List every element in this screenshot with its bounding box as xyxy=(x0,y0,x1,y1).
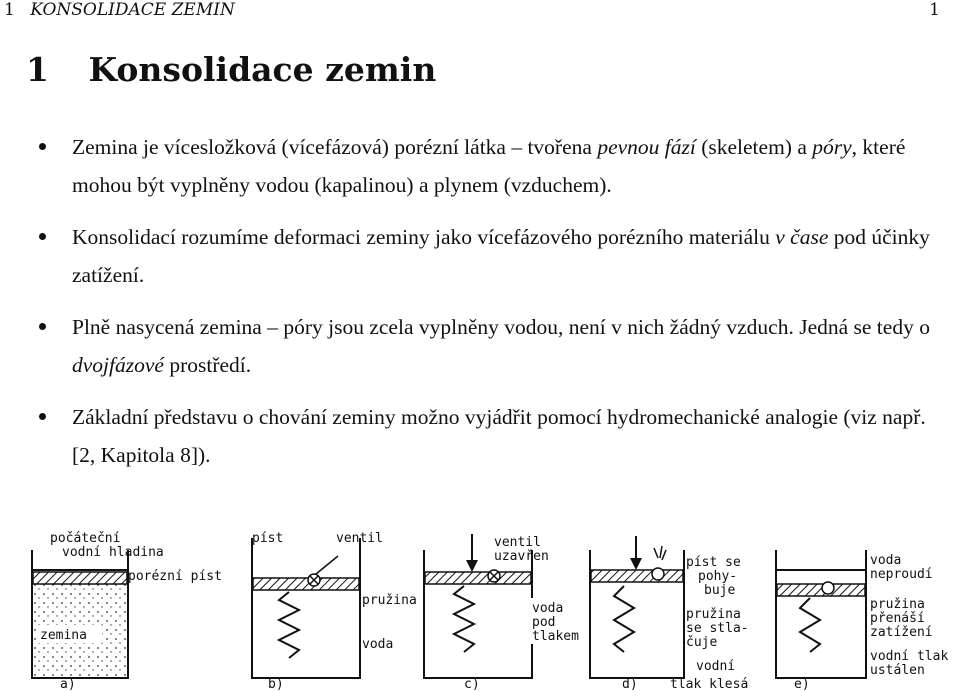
bullet-text: Základní představu o chování zeminy možno vyjádřit pomocí hydromechanické analogie (viz např. [2, Kapitola 8]). xyxy=(72,405,926,467)
valve-open-icon xyxy=(822,582,834,594)
label-water: voda xyxy=(870,553,902,568)
vessel-d xyxy=(590,550,684,678)
label-no-flow: neproudí xyxy=(870,567,933,582)
spring xyxy=(614,586,634,652)
label-pore-water: vodní xyxy=(696,659,736,674)
hydromechanical-analogy-figure xyxy=(24,528,960,691)
panel-letter-d: d) xyxy=(622,677,638,691)
page-number: 1 xyxy=(929,0,940,20)
section-title-text: Konsolidace zemin xyxy=(88,50,437,89)
label-moves-2: buje xyxy=(704,583,736,598)
bullet-text: (skeletem) a xyxy=(695,135,813,159)
panel-letter-b: b) xyxy=(268,677,284,691)
label-closed: uzavřen xyxy=(494,549,549,564)
label-spring: pružina xyxy=(362,593,417,608)
bullet-emphasis: v čase xyxy=(775,225,829,249)
label-porous-piston: porézní píst xyxy=(128,569,222,584)
bullet-text: , které mohou být vyplněny vodou (kapalinou) a plynem (vzduchem). xyxy=(72,135,906,197)
bullet-emphasis: pevnou fází xyxy=(597,135,696,159)
label-piston: píst xyxy=(252,531,284,546)
bullet-item xyxy=(72,398,932,474)
bullet-text: Plně nasycená zemina – póry jsou zcela vyplněny vodou, není v nich žádný vzduch. Jedná se tedy o xyxy=(72,315,930,339)
bullet-list xyxy=(72,128,932,488)
panel-c xyxy=(424,534,588,691)
bullet-text: pod účinky zatížení. xyxy=(72,225,930,287)
label-water: voda xyxy=(362,637,394,652)
label-spring: pružina xyxy=(870,597,925,612)
panel-letter-e: e) xyxy=(794,677,810,691)
bullet-text: prostředí. xyxy=(163,353,252,377)
section-title xyxy=(26,50,436,89)
bullet-item xyxy=(72,308,932,384)
panel-a xyxy=(32,531,222,691)
label-pore-pressure: vodní tlak xyxy=(870,649,949,664)
label-compress-1: se stla- xyxy=(686,621,749,636)
label-compress-2: čuje xyxy=(686,635,718,650)
label-water-level: vodní hladina xyxy=(62,545,164,560)
header-title: KONSOLIDACE ZEMIN xyxy=(30,0,235,20)
vessel-b xyxy=(252,538,360,678)
label-initial: počáteční xyxy=(50,531,121,546)
label-soil: zemina xyxy=(40,628,87,643)
panel-b xyxy=(252,531,417,691)
bullet-item xyxy=(72,128,932,204)
bullet-emphasis: póry xyxy=(812,135,852,159)
label-water: voda xyxy=(532,601,564,616)
flow-marks xyxy=(654,546,666,560)
piston xyxy=(253,578,359,590)
panel-e xyxy=(776,550,948,691)
piston xyxy=(425,572,531,584)
label-steady: ustálen xyxy=(870,663,925,678)
bullet-item xyxy=(72,218,932,294)
piston xyxy=(591,570,683,582)
running-header xyxy=(4,0,235,20)
bullet-emphasis: dvojfázové xyxy=(72,353,164,377)
label-piston-moves: píst se xyxy=(686,555,741,570)
label-pressure: tlakem xyxy=(532,629,579,644)
piston xyxy=(777,584,865,596)
spring xyxy=(800,598,820,652)
label-under: pod xyxy=(532,615,556,630)
bullet-text: Konsolidací rozumíme deformaci zeminy jako vícefázového porézního materiálu xyxy=(72,225,776,249)
label-pressure-drops: tlak klesá xyxy=(670,677,749,691)
spring xyxy=(279,592,299,658)
valve-pointer xyxy=(316,556,338,574)
panel-d xyxy=(590,536,749,691)
label-valve: ventil xyxy=(336,531,383,546)
arrow-head xyxy=(630,558,642,570)
header-number: 1 xyxy=(4,0,15,20)
valve-open-icon xyxy=(652,568,664,580)
porous-piston xyxy=(33,572,127,584)
arrow-head xyxy=(466,560,478,572)
label-valve: ventil xyxy=(494,535,541,550)
label-carries-2: zatížení xyxy=(870,625,933,640)
panel-letter-a: a) xyxy=(60,677,76,691)
section-number: 1 xyxy=(26,50,49,89)
bullet-text: Zemina je vícesložková (vícefázová) porézní látka – tvořena xyxy=(72,135,598,159)
label-spring: pružina xyxy=(686,607,741,622)
vessel-c xyxy=(424,550,532,678)
label-moves-1: pohy- xyxy=(698,569,738,584)
label-carries-1: přenáší xyxy=(870,611,925,626)
panel-letter-c: c) xyxy=(464,677,480,691)
spring xyxy=(454,586,474,652)
